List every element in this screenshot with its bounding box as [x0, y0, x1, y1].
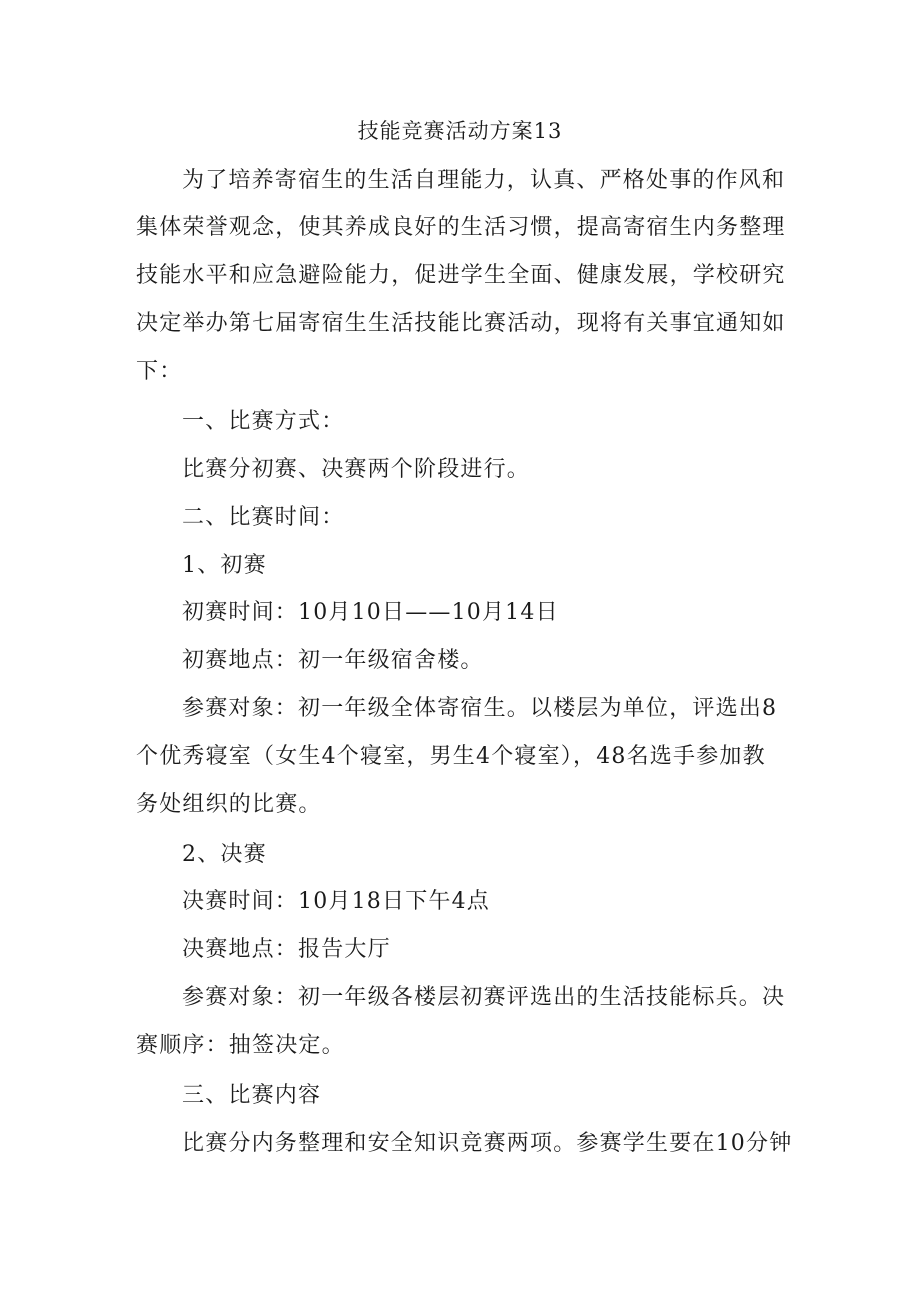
subsection-heading: 1、初赛: [182, 553, 267, 578]
paragraph-line: 为了培养寄宿生的生活自理能力，认真、严格处事的作风和: [182, 168, 786, 193]
paragraph-line: 参赛对象：初一年级各楼层初赛评选出的生活技能标兵。决: [182, 985, 786, 1010]
document-title: 技能竞赛活动方案13: [357, 119, 563, 143]
subsection-heading: 2、决赛: [182, 842, 267, 867]
section-heading: 一、比赛方式：: [182, 409, 345, 434]
paragraph-line: 技能水平和应急避险能力，促进学生全面、健康发展，学校研究: [136, 263, 786, 288]
section-heading: 二、比赛时间：: [182, 505, 345, 530]
paragraph-line: 决赛时间：10月18日下午4点: [182, 889, 490, 914]
paragraph-line: 决赛地点：报告大厅: [182, 937, 391, 962]
paragraph-line: 初赛时间：10月10日——10月14日: [182, 600, 559, 625]
paragraph-line: 比赛分初赛、决赛两个阶段进行。: [182, 457, 531, 482]
paragraph-line: 初赛地点：初一年级宿舍楼。: [182, 648, 484, 673]
paragraph-line: 务处组织的比赛。: [136, 792, 322, 817]
paragraph-line: 下：: [136, 359, 183, 384]
paragraph-line: 个优秀寝室（女生4个寝室，男生4个寝室），48名选手参加教: [136, 744, 766, 769]
paragraph-line: 参赛对象：初一年级全体寄宿生。以楼层为单位，评选出8: [182, 696, 778, 721]
paragraph-line: 决定举办第七届寄宿生生活技能比赛活动，现将有关事宜通知如: [136, 311, 786, 336]
paragraph-line: 集体荣誉观念，使其养成良好的生活习惯，提高寄宿生内务整理: [136, 215, 786, 240]
section-heading: 三、比赛内容: [182, 1083, 322, 1108]
paragraph-line: 比赛分内务整理和安全知识竞赛两项。参赛学生要在10分钟: [182, 1131, 793, 1156]
paragraph-line: 赛顺序：抽签决定。: [136, 1033, 345, 1058]
